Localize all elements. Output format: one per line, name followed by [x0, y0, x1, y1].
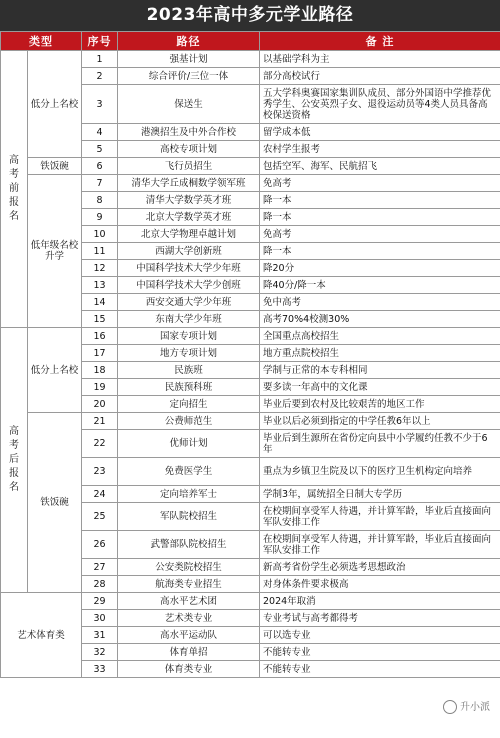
- path-note: 农村学生报考: [260, 141, 500, 158]
- path-note: 对身体条件要求极高: [260, 576, 500, 593]
- path-name: 艺术类专业: [118, 610, 260, 627]
- path-note: 免中高考: [260, 294, 500, 311]
- row-number: 17: [82, 345, 118, 362]
- row-number: 31: [82, 627, 118, 644]
- path-note: 学制3年，属统招全日制大专学历: [260, 486, 500, 503]
- path-name: 航海类专业招生: [118, 576, 260, 593]
- subcategory-cell: 铁饭碗: [28, 413, 82, 593]
- path-name: 飞行员招生: [118, 158, 260, 175]
- path-note: 毕业后要到农村及比较艰苦的地区工作: [260, 396, 500, 413]
- row-number: 28: [82, 576, 118, 593]
- path-name: 公安类院校招生: [118, 559, 260, 576]
- path-name: 保送生: [118, 85, 260, 124]
- row-number: 26: [82, 531, 118, 559]
- col-header-path: 路径: [118, 32, 260, 51]
- table-row: [1, 158, 500, 175]
- path-name: 体育类专业: [118, 661, 260, 678]
- path-note: 留学成本低: [260, 124, 500, 141]
- path-name: 中国科学技术大学少年班: [118, 260, 260, 277]
- row-number: 12: [82, 260, 118, 277]
- path-note: 可以选专业: [260, 627, 500, 644]
- path-name: 免费医学生: [118, 458, 260, 486]
- path-note: 部分高校试行: [260, 68, 500, 85]
- path-name: 体育单招: [118, 644, 260, 661]
- row-number: 23: [82, 458, 118, 486]
- path-name: 优师计划: [118, 430, 260, 458]
- row-number: 14: [82, 294, 118, 311]
- path-note: 重点为乡镇卫生院及以下的医疗卫生机构定向培养: [260, 458, 500, 486]
- path-name: 民族预科班: [118, 379, 260, 396]
- path-name: 高水平艺术团: [118, 593, 260, 610]
- path-note: 毕业以后必须到指定的中学任教6年以上: [260, 413, 500, 430]
- subcategory-cell: 低分上名校: [28, 328, 82, 413]
- row-number: 19: [82, 379, 118, 396]
- path-name: 定向培养军士: [118, 486, 260, 503]
- category-label: 高考前报名: [9, 155, 19, 222]
- path-name: 国家专项计划: [118, 328, 260, 345]
- row-number: 15: [82, 311, 118, 328]
- path-name: 武警部队院校招生: [118, 531, 260, 559]
- page-title: 2023年高中多元学业路径: [0, 0, 500, 31]
- path-name: 清华大学丘成桐数学领军班: [118, 175, 260, 192]
- row-number: 29: [82, 593, 118, 610]
- row-number: 16: [82, 328, 118, 345]
- path-note: 降一本: [260, 243, 500, 260]
- path-name: 西湖大学创新班: [118, 243, 260, 260]
- header-row: [1, 32, 500, 51]
- wechat-logo-icon: [443, 700, 457, 714]
- path-note: 不能转专业: [260, 661, 500, 678]
- table-row: [1, 328, 500, 345]
- path-name: 高水平运动队: [118, 627, 260, 644]
- path-note: 五大学科奥赛国家集训队成员、部分外国语中学推荐优秀学生、公安英烈子女、退役运动员等4类人员具备高校保送资格: [260, 85, 500, 124]
- table-row: [1, 175, 500, 192]
- subcategory-cell: 低分上名校: [28, 51, 82, 158]
- row-number: 32: [82, 644, 118, 661]
- path-note: 要多读一年高中的文化课: [260, 379, 500, 396]
- path-note: 不能转专业: [260, 644, 500, 661]
- path-note: 学制与正常的本专科相同: [260, 362, 500, 379]
- path-name: 高校专项计划: [118, 141, 260, 158]
- category-cell: 艺术体育类: [1, 593, 82, 678]
- row-number: 20: [82, 396, 118, 413]
- path-note: 地方重点院校招生: [260, 345, 500, 362]
- row-number: 4: [82, 124, 118, 141]
- path-name: 强基计划: [118, 51, 260, 68]
- row-number: 13: [82, 277, 118, 294]
- path-name: 西安交通大学少年班: [118, 294, 260, 311]
- watermark: [443, 698, 490, 714]
- path-note: 降20分: [260, 260, 500, 277]
- path-note: 在校期间享受军人待遇，并计算军龄，毕业后直接面向军队安排工作: [260, 531, 500, 559]
- row-number: 33: [82, 661, 118, 678]
- path-note: 高考70%4校测30%: [260, 311, 500, 328]
- col-header-type: 类型: [1, 32, 82, 51]
- path-name: 北京大学数学英才班: [118, 209, 260, 226]
- col-header-note: 备 注: [260, 32, 500, 51]
- path-name: 定向招生: [118, 396, 260, 413]
- path-name: 公费师范生: [118, 413, 260, 430]
- row-number: 7: [82, 175, 118, 192]
- row-number: 27: [82, 559, 118, 576]
- category-cell: [1, 328, 28, 593]
- path-name: 北京大学物理卓越计划: [118, 226, 260, 243]
- row-number: 21: [82, 413, 118, 430]
- table-row: [1, 593, 500, 610]
- table-row: [1, 51, 500, 68]
- path-name: 民族班: [118, 362, 260, 379]
- path-name: 综合评价/三位一体: [118, 68, 260, 85]
- row-number: 1: [82, 51, 118, 68]
- col-header-no: 序号: [82, 32, 118, 51]
- path-note: 在校期间享受军人待遇，并计算军龄，毕业后直接面向军队安排工作: [260, 503, 500, 531]
- row-number: 10: [82, 226, 118, 243]
- path-note: 包括空军、海军、民航招飞: [260, 158, 500, 175]
- table-row: [1, 413, 500, 430]
- pathway-table: [0, 31, 500, 678]
- path-note: 免高考: [260, 226, 500, 243]
- path-note: 免高考: [260, 175, 500, 192]
- path-name: 港澳招生及中外合作校: [118, 124, 260, 141]
- subcategory-cell: 低年级名校升学: [28, 175, 82, 328]
- row-number: 30: [82, 610, 118, 627]
- path-note: 降40分/降一本: [260, 277, 500, 294]
- row-number: 6: [82, 158, 118, 175]
- category-cell: [1, 51, 28, 328]
- row-number: 11: [82, 243, 118, 260]
- row-number: 8: [82, 192, 118, 209]
- row-number: 22: [82, 430, 118, 458]
- path-note: 专业考试与高考都得考: [260, 610, 500, 627]
- row-number: 9: [82, 209, 118, 226]
- path-name: 军队院校招生: [118, 503, 260, 531]
- path-name: 清华大学数学英才班: [118, 192, 260, 209]
- path-name: 东南大学少年班: [118, 311, 260, 328]
- watermark-text: 升小派: [460, 702, 490, 713]
- row-number: 25: [82, 503, 118, 531]
- path-note: 降一本: [260, 192, 500, 209]
- path-name: 地方专项计划: [118, 345, 260, 362]
- table-body: [1, 51, 500, 678]
- subcategory-cell: 铁饭碗: [28, 158, 82, 175]
- path-note: 全国重点高校招生: [260, 328, 500, 345]
- path-note: 以基础学科为主: [260, 51, 500, 68]
- row-number: 18: [82, 362, 118, 379]
- category-label: 高考后报名: [9, 426, 19, 493]
- path-note: 毕业后到生源所在省份定向县中小学履约任教不少于6年: [260, 430, 500, 458]
- path-note: 2024年取消: [260, 593, 500, 610]
- row-number: 2: [82, 68, 118, 85]
- path-name: 中国科学技术大学少创班: [118, 277, 260, 294]
- path-note: 降一本: [260, 209, 500, 226]
- row-number: 5: [82, 141, 118, 158]
- row-number: 3: [82, 85, 118, 124]
- path-note: 新高考省份学生必须选考思想政治: [260, 559, 500, 576]
- row-number: 24: [82, 486, 118, 503]
